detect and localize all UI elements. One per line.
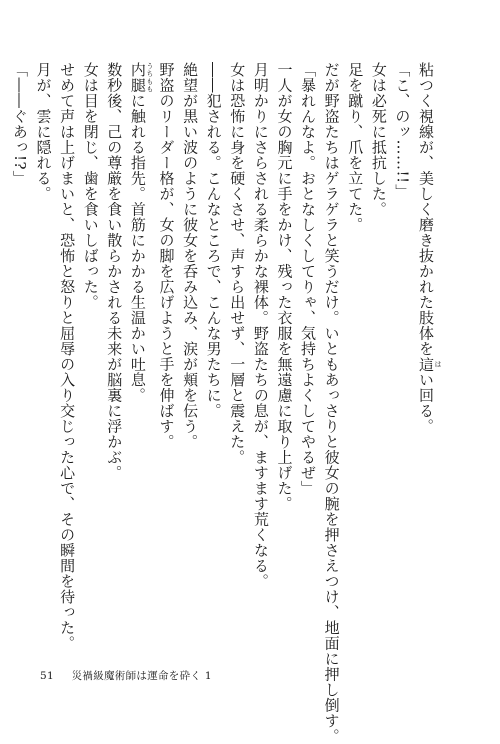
text-line: 月明かりにさらされる柔らかな裸体。野盗たちの息が、ますます荒くなる。 — [251, 62, 270, 589]
text-line: 一人が女の胸元に手をかけ、残った衣服を無遠慮に取り上げた。 — [275, 62, 294, 512]
text-line: 「こ、のッ……!!」 — [393, 62, 412, 200]
page-footer — [40, 668, 212, 683]
text-line: 数秒後、己の尊厳を食い散らかされる未来が脳裏に浮かぶ。 — [105, 62, 124, 481]
text-line: 女は必死に抵抗した。 — [369, 62, 388, 217]
text-line: 足を蹴り、爪を立てた。 — [346, 62, 365, 233]
text-line: ――犯される。こんなところで、こんな男たちに。 — [204, 62, 223, 419]
text-line: 内腿 うちももに触れる指先。首筋にかかる生温かい吐息。 — [128, 62, 154, 403]
text-line: 女は恐怖に身を硬くさせ、声すら出せず、一層と震えた。 — [228, 62, 247, 465]
text-line: 粘つく視線が、美しく磨き抜かれた肢体を這 はい回る。 — [417, 62, 442, 434]
text-line: せめて声は上げまいと、恐怖と怒りと屈辱の入り交じった心で、その瞬間を待った。 — [58, 62, 77, 651]
text-line: だが野盗たちはゲラゲラと笑うだけ。いともあっさりと彼女の腕を押さえつけ、地面に押し倒す。 — [322, 62, 341, 744]
text-line: 野盗のリーダー格が、女の脚を広げようと手を伸ばす。 — [157, 62, 176, 450]
page-number: 51 — [40, 670, 54, 682]
text-line: 女は目を閉じ、歯を食いしばった。 — [81, 62, 100, 310]
text-line: 絶望が黒い波のように彼女を呑み込み、涙が頬を伝う。 — [181, 62, 200, 450]
book-title: 災禍級魔術師は運命を砕く 1 — [71, 670, 212, 682]
text-line: 「――ぐあっ!?」 — [10, 62, 29, 186]
text-line: 「暴れんなよ。おとなしくしてりゃ、気持ちよくしてやるぜ」 — [299, 62, 318, 496]
text-line: 月が、雲に隠れる。 — [34, 62, 53, 202]
